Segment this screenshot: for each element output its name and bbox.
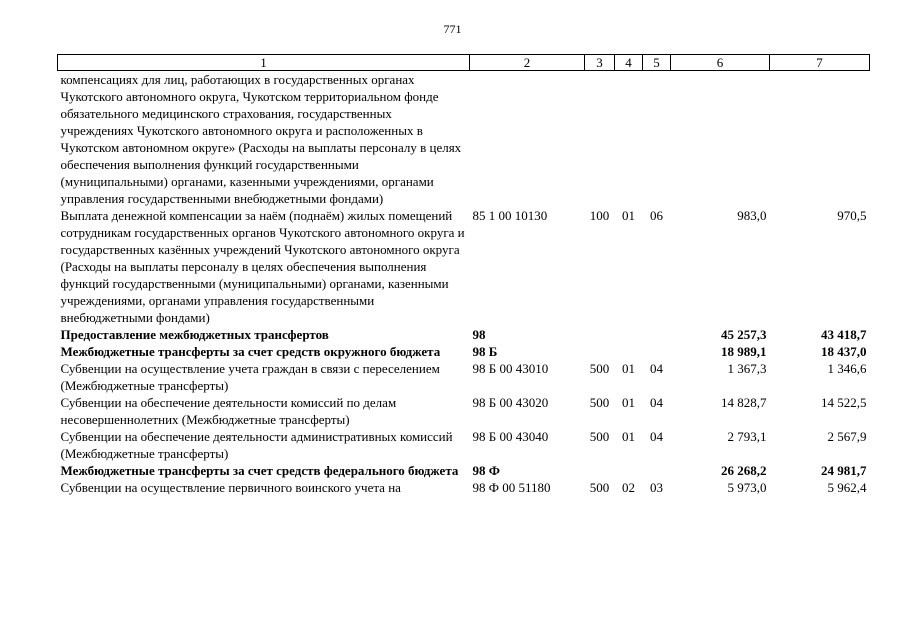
header-col-6: 6	[671, 55, 770, 71]
row-name: Предоставление межбюджетных трансфертов	[60, 327, 329, 342]
row-col-6	[671, 71, 770, 208]
row-code: 98 Б 00 43010	[472, 361, 549, 376]
row-col-6: 1 367,3	[727, 361, 767, 376]
row-col-5	[643, 343, 671, 360]
table-row	[58, 479, 870, 496]
row-col-4: 01	[622, 395, 635, 410]
row-col-3: 100	[589, 208, 610, 223]
table-row	[58, 207, 870, 326]
row-col-7: 970,5	[837, 208, 867, 223]
row-col-5	[643, 326, 671, 343]
table-row	[58, 71, 870, 208]
row-code: 98 Ф 00 51180	[472, 480, 551, 495]
table-row	[58, 343, 870, 360]
row-col-4	[615, 462, 643, 479]
row-col-6: 983,0	[737, 208, 767, 223]
row-code	[470, 71, 585, 208]
row-col-7: 5 962,4	[827, 480, 867, 495]
row-code: 98 Ф	[472, 463, 500, 478]
row-code: 98 Б	[472, 344, 498, 359]
row-name: Субвенции на осуществление учета граждан в связи с переселением (Межбюджетные трансферты)	[60, 361, 440, 393]
row-col-7: 43 418,7	[821, 327, 867, 342]
row-col-6: 5 973,0	[727, 480, 767, 495]
row-col-3: 500	[589, 429, 610, 444]
table-header-row	[58, 55, 870, 71]
table-row	[58, 360, 870, 394]
row-name: Субвенции на обеспечение деятельности комиссий по делам несовершеннолетних (Межбюджетные трансферты)	[60, 395, 397, 427]
row-code: 98 Б 00 43020	[472, 395, 549, 410]
row-name: Субвенции на осуществление первичного воинского учета на	[60, 480, 401, 495]
row-col-3	[585, 71, 615, 208]
row-col-7	[770, 71, 870, 208]
header-col-4: 4	[615, 55, 643, 71]
row-name: компенсациях для лиц, работающих в государственных органах Чукотского автономного округа, Чукотском территориальном фонде обязательного медицинского страхования, государственных учреждениях Чукотского автономного округа и расположенных в Чукотском автономном округе» (Расходы на выплаты персоналу в целях обеспечения выполнения функций государственными (муниципальными) органами, казенными учреждениями, органами управления государственными внебюджетными фондами)	[60, 72, 462, 206]
row-code: 98 Б 00 43040	[472, 429, 549, 444]
row-col-4: 01	[622, 361, 635, 376]
row-col-4	[615, 343, 643, 360]
table-row	[58, 394, 870, 428]
row-col-6: 26 268,2	[721, 463, 767, 478]
row-name: Межбюджетные трансферты за счет средств окружного бюджета	[60, 344, 441, 359]
header-col-1: 1	[58, 55, 470, 71]
row-col-7: 1 346,6	[827, 361, 867, 376]
row-col-4	[615, 71, 643, 208]
row-col-3: 500	[589, 395, 610, 410]
page-number: 771	[443, 22, 462, 36]
row-col-3	[585, 326, 615, 343]
row-col-6: 18 989,1	[721, 344, 767, 359]
row-col-5	[643, 462, 671, 479]
row-col-3: 500	[589, 361, 610, 376]
row-col-4: 02	[622, 480, 635, 495]
row-col-5: 04	[650, 429, 663, 444]
header-col-3: 3	[585, 55, 615, 71]
row-col-5: 04	[650, 395, 663, 410]
row-col-7: 2 567,9	[827, 429, 867, 444]
row-col-3	[585, 343, 615, 360]
header-col-5: 5	[643, 55, 671, 71]
row-col-7: 18 437,0	[821, 344, 867, 359]
row-col-3: 500	[589, 480, 610, 495]
row-code: 85 1 00 10130	[472, 208, 548, 223]
row-col-5	[643, 71, 671, 208]
table-row	[58, 462, 870, 479]
row-col-6: 14 828,7	[721, 395, 767, 410]
table-row	[58, 326, 870, 343]
row-code: 98	[472, 327, 486, 342]
row-name: Выплата денежной компенсации за наём (поднаём) жилых помещений сотрудникам государственных органов Чукотского автономного округа и государственных казённых учреждений Чукотского автономного округа (Расходы на выплаты персоналу в целях обеспечения выполнения функций государственными (муниципальными) органами, казенными учреждениями, органами управления государственными внебюджетными фондами)	[60, 208, 465, 325]
budget-table	[57, 54, 870, 496]
row-name: Межбюджетные трансферты за счет средств федерального бюджета	[60, 463, 459, 478]
row-col-5: 06	[650, 208, 663, 223]
row-col-4: 01	[622, 208, 635, 223]
row-col-5: 03	[650, 480, 663, 495]
row-col-3	[585, 462, 615, 479]
row-col-7: 14 522,5	[821, 395, 867, 410]
row-col-6: 2 793,1	[727, 429, 767, 444]
header-col-7: 7	[770, 55, 870, 71]
row-name: Субвенции на обеспечение деятельности административных комиссий (Межбюджетные трансферты)	[60, 429, 453, 461]
table-row	[58, 428, 870, 462]
row-col-4	[615, 326, 643, 343]
row-col-5: 04	[650, 361, 663, 376]
row-col-7: 24 981,7	[821, 463, 867, 478]
row-col-4: 01	[622, 429, 635, 444]
header-col-2: 2	[470, 55, 585, 71]
row-col-6: 45 257,3	[721, 327, 767, 342]
